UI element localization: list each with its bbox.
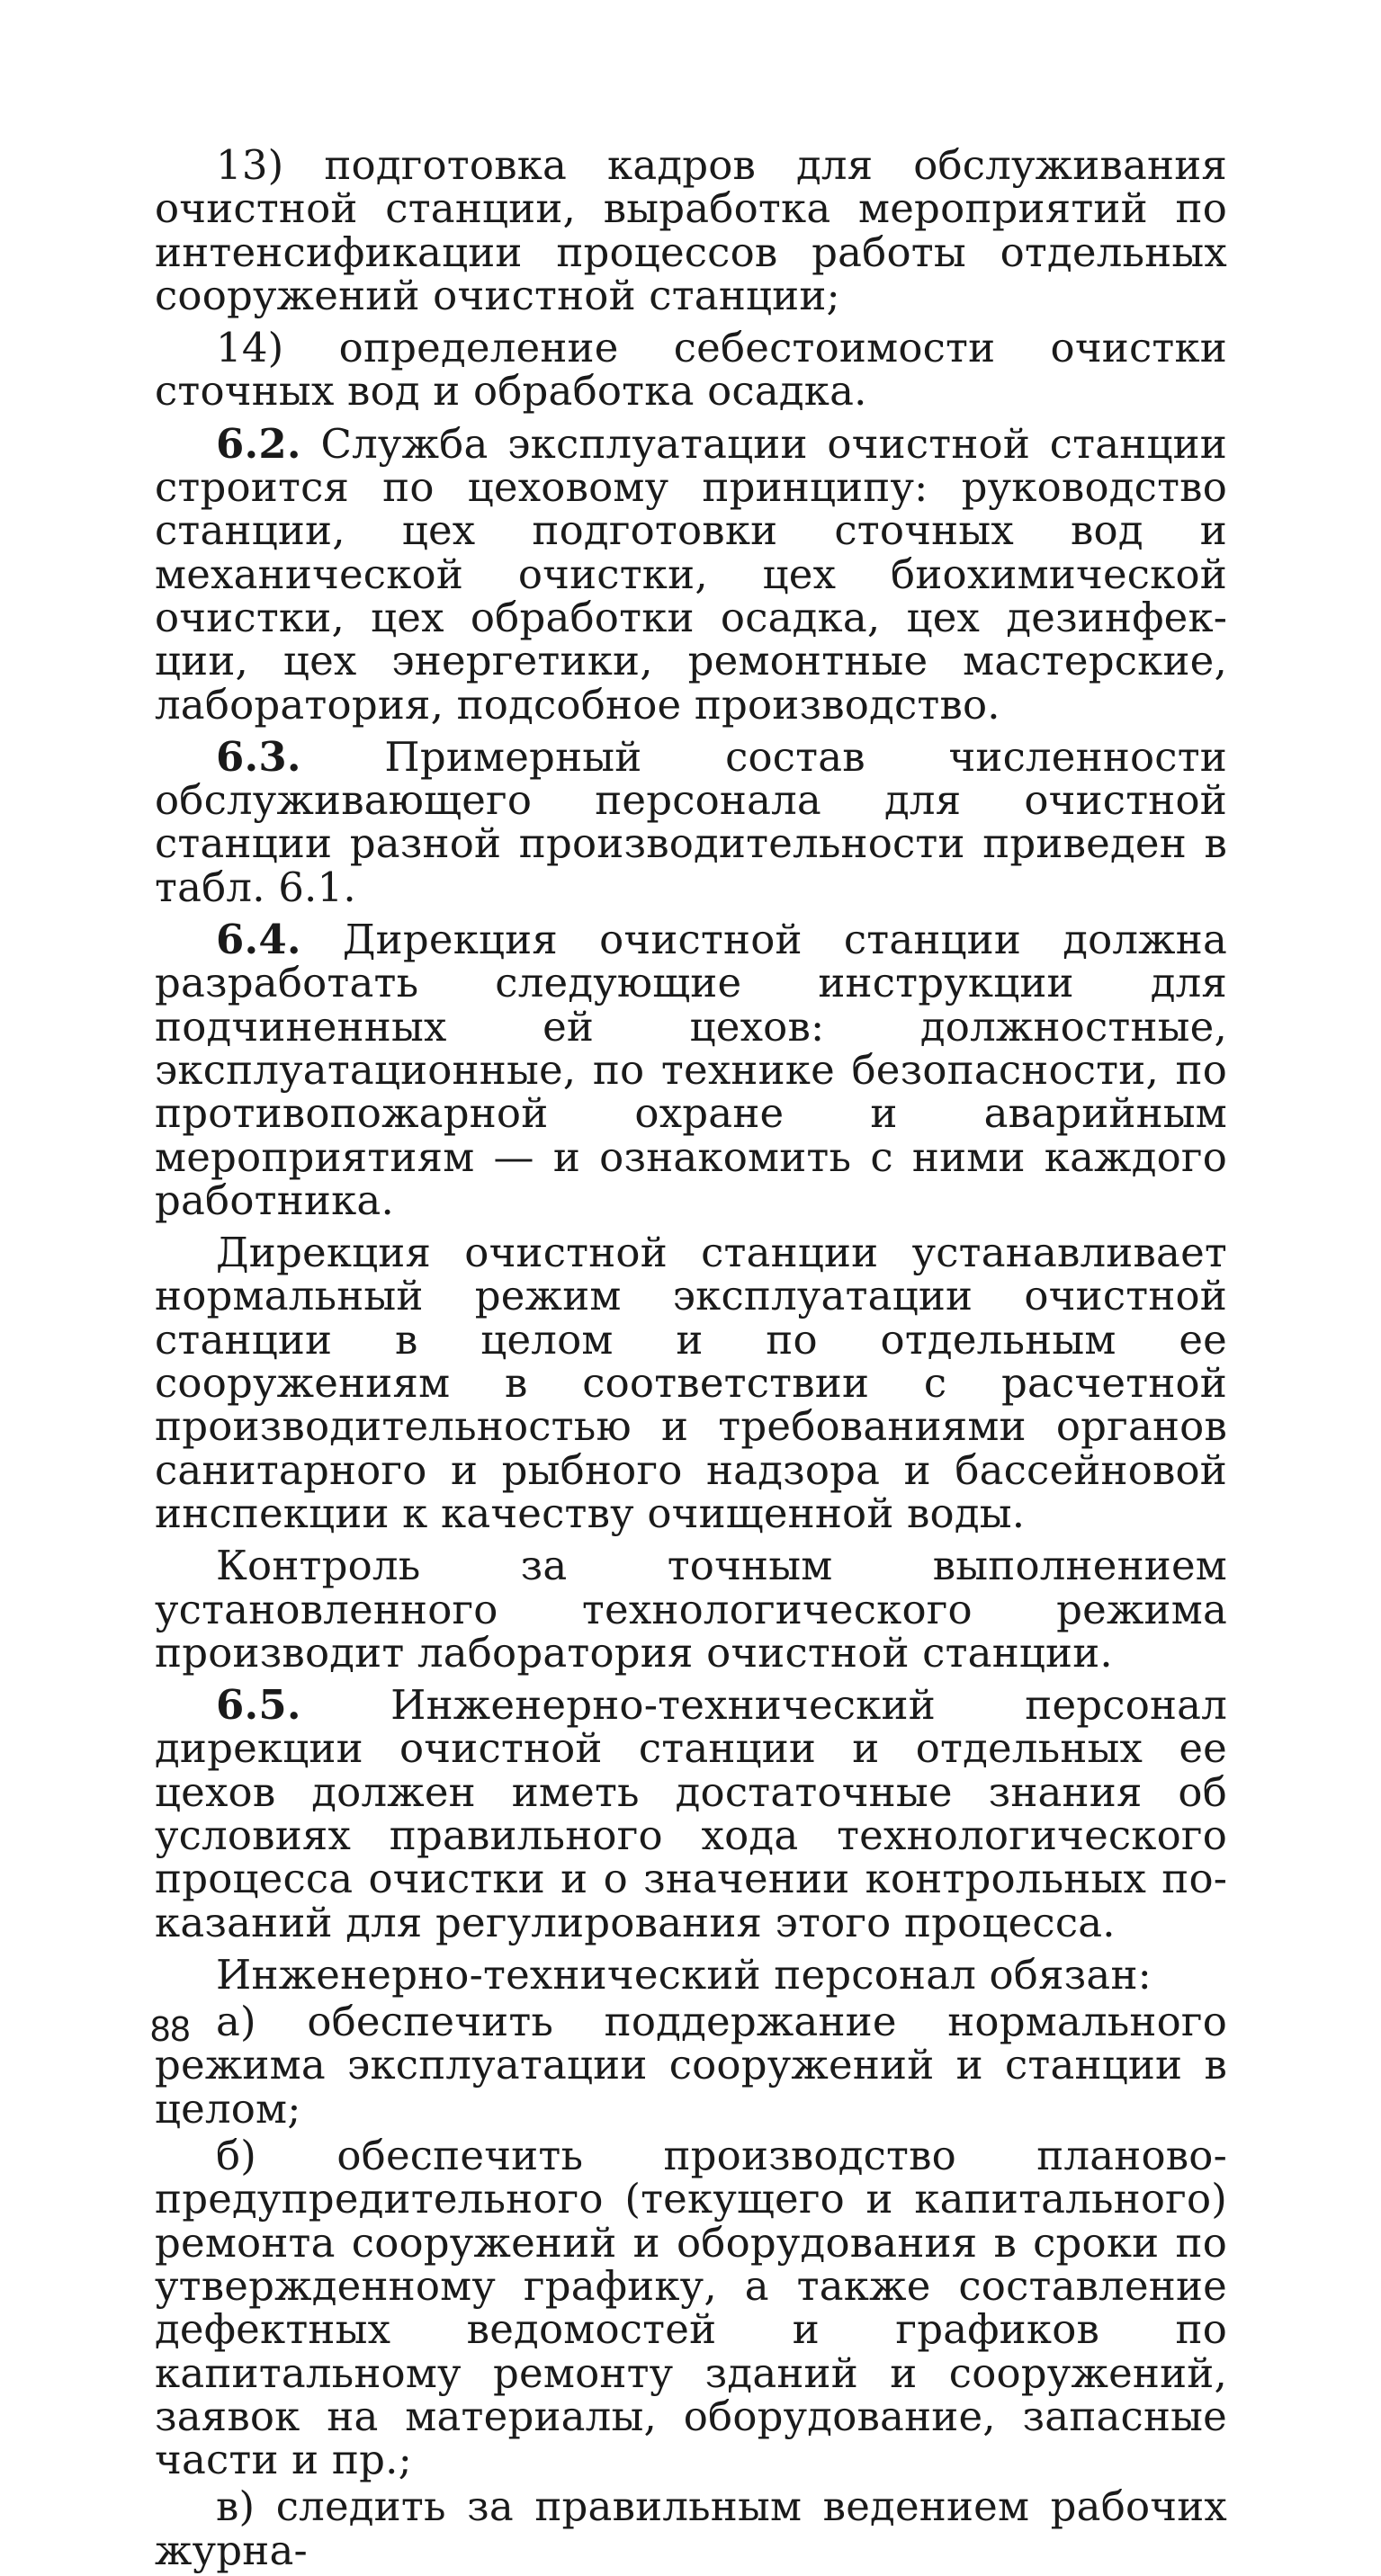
list-item-a: а) обеспечить поддержание нормального режима эксплуатации сооружений и станции в целом; [155,1998,1227,2133]
paragraph-6-5: 6.5. Инженерно-технический персонал дирекции очистной станции и отдельных ее цехов должен иметь достаточные знания об условиях правильного хода технологического процесса очистки и о значении контрольных показаний для регулирования этого процесса. [155,1681,1227,1946]
paragraph-obligations: Инженерно-технический персонал обязан: [216,1950,1152,1999]
paragraph-13: 13) подготовка кадров для обслуживания очистной станции, выработка мероприятий по интенсификации процессов работы отдельных сооружений очистной станции; [155,141,1227,319]
section-number: 6.5. [216,1681,301,1730]
list-item-v: в) следить за правильным ведением рабочих журна- [155,2482,1227,2574]
paragraph-14: 14) определение себестоимости очистки сточных вод и обработка осадка. [155,324,1227,416]
section-number: 6.3. [216,732,301,781]
paragraph-directorate: Дирекция очистной станции устанавливает нормальный режим эксплуатации очистной станции в целом и по отдельным ее сооружениям в соответствии с расчетной производительностью и требованиями органов санитарного и рыбного надзора и бассейновой инспекции к качеству очищенной воды. [155,1229,1227,1537]
paragraph-6-2: 6.2. Служба эксплуатации очистной станции строится по цеховому принципу: руководство станции, цех подготовки сточных вод и механической очистки, цех биохимической очистки, цех обработки осадка, цех дезинфекции, цех энергетики, ремонтные мастерские, лаборатория, подсобное производство. [155,419,1227,729]
page-number: 88 [150,2009,191,2049]
paragraph-control: Контроль за точным выполнением установленного технологического режима производит лаборатория очистной станции. [155,1542,1227,1677]
section-number: 6.2. [216,419,301,468]
section-number: 6.4. [216,916,301,964]
body-text [155,141,1227,2576]
paragraph-6-3: 6.3. Примерный состав численности обслуживающего персонала для очистной станции разной производительности приведен в табл. 6.1. [155,732,1227,911]
paragraph-6-4: 6.4. Дирекция очистной станции должна разработать следующие инструкции для подчиненных ей цехов: должностные, эксплуатационные, по технике безопасности, по противопожарной охране и аварийным мероприятиям — и ознакомить с ними каждого работника. [155,916,1227,1224]
list-item-b: б) обеспечить производство планово-предупредительного (текущего и капитального) ремонта сооружений и оборудования в сроки по утвержденному графику, а также составление дефектных ведомостей и графиков по капитальному ремонту зданий и сооружений, заявок на материалы, оборудование, запасные части и пр.; [155,2132,1227,2484]
